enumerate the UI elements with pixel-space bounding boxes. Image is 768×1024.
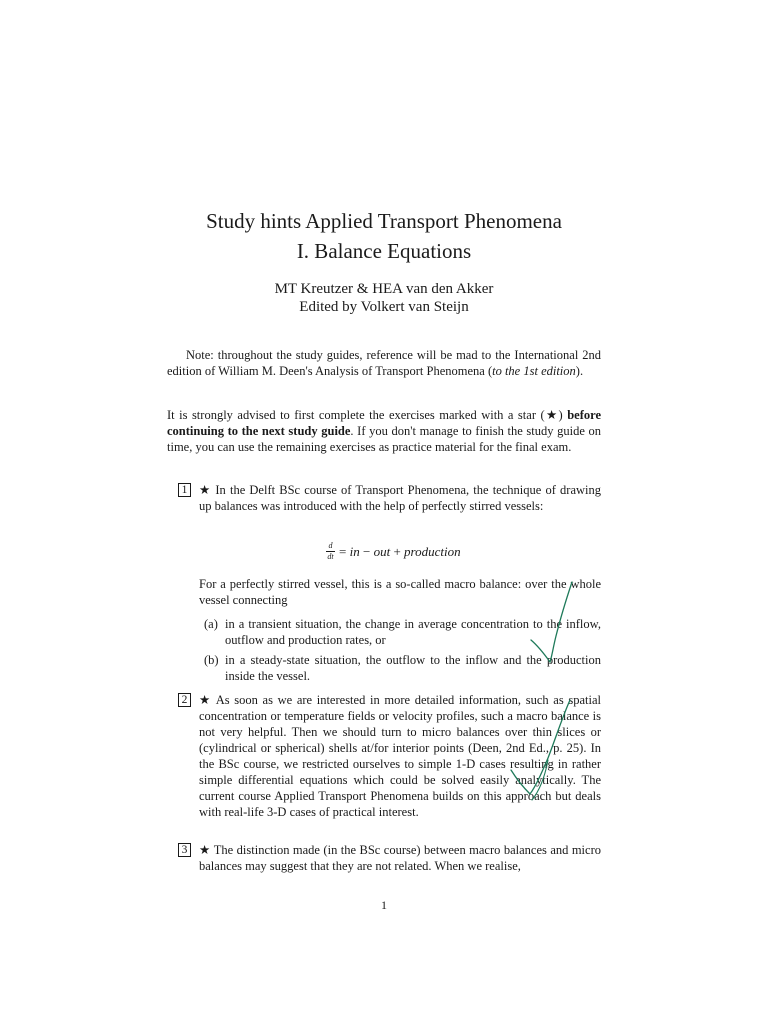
advice-paragraph xyxy=(167,407,601,455)
exercise-text: ★ In the Delft BSc course of Transport Phenomena, the technique of drawing up balances was introduced with the help of perfectly stirred vessels: xyxy=(199,483,601,513)
exercise-number-box: 1 xyxy=(178,483,191,497)
note-paragraph xyxy=(167,347,601,379)
exercise-text: ★ The distinction made (in the BSc course) between macro balances and micro balances may suggest that they are not related. When we realise, xyxy=(199,843,601,873)
equation-plus: + xyxy=(390,543,405,559)
fraction-numerator: d xyxy=(328,541,333,550)
balance-equation xyxy=(326,542,461,561)
page-number: 1 xyxy=(381,898,387,912)
exercise-number-box: 2 xyxy=(178,693,191,707)
document-subtitle: I. Balance Equations xyxy=(296,239,472,263)
advice-text-end: . If you don't manage to finish the study guide on time, you can use the remaining exercises as practice material for the final exam. xyxy=(167,424,601,454)
exercise-text: ★ As soon as we are interested in more detailed information, such as spatial concentration or temperature fields or velocity profiles, such a macro balance is not very helpful. Then we should turn to micro balances over thin slices or (cylindrical or spherical) shells at/for interior points (Deen, 2nd Ed., p. 25). In the BSc course, we restricted ourselves to simple 1-D cases resulting in rather simple differential equations which could be solved easily analytically. The current course Applied Transport Phenomena builds on this approach but deals with real-life 3-D cases of practical interest. xyxy=(199,693,601,819)
advice-text: It is strongly advised to first complete the exercises marked with a star (★) xyxy=(167,408,568,422)
exercise-number-box: 3 xyxy=(178,843,191,857)
equation-in: in xyxy=(349,543,360,559)
equation-equals: = xyxy=(339,543,350,559)
note-text: Note: throughout the study guides, reference will be mad to the International 2nd edition of William M. Deen's Analysis of Transport Phenomena ( xyxy=(167,348,601,378)
note-text-end: ). xyxy=(575,364,584,378)
author-line: MT Kreutzer & HEA van den Akker xyxy=(274,281,494,297)
equation-production: production xyxy=(404,543,461,559)
equation-rhs xyxy=(339,544,461,560)
sub-item-label: (b) xyxy=(204,653,219,667)
equation-out: out xyxy=(373,543,391,559)
note-italic-text: to the 1st edition xyxy=(492,364,576,378)
editor-line: Edited by Volkert van Steijn xyxy=(299,299,469,315)
sub-item-label: (a) xyxy=(204,617,218,631)
macro-balance-paragraph: For a perfectly stirred vessel, this is a so-called macro balance: over the whole vessel connecting xyxy=(199,577,601,607)
equation-minus: − xyxy=(359,543,374,559)
document-title: Study hints Applied Transport Phenomena xyxy=(206,209,562,233)
derivative-fraction xyxy=(326,542,335,561)
advice-bold-text: before continuing to the next study guide xyxy=(167,408,601,438)
sub-item-text: in a steady-state situation, the outflow to the inflow and the production inside the vessel. xyxy=(225,653,601,683)
sub-item-text: in a transient situation, the change in average concentration to the inflow, outflow and production rates, or xyxy=(225,617,601,647)
fraction-denominator: dt xyxy=(327,552,334,561)
